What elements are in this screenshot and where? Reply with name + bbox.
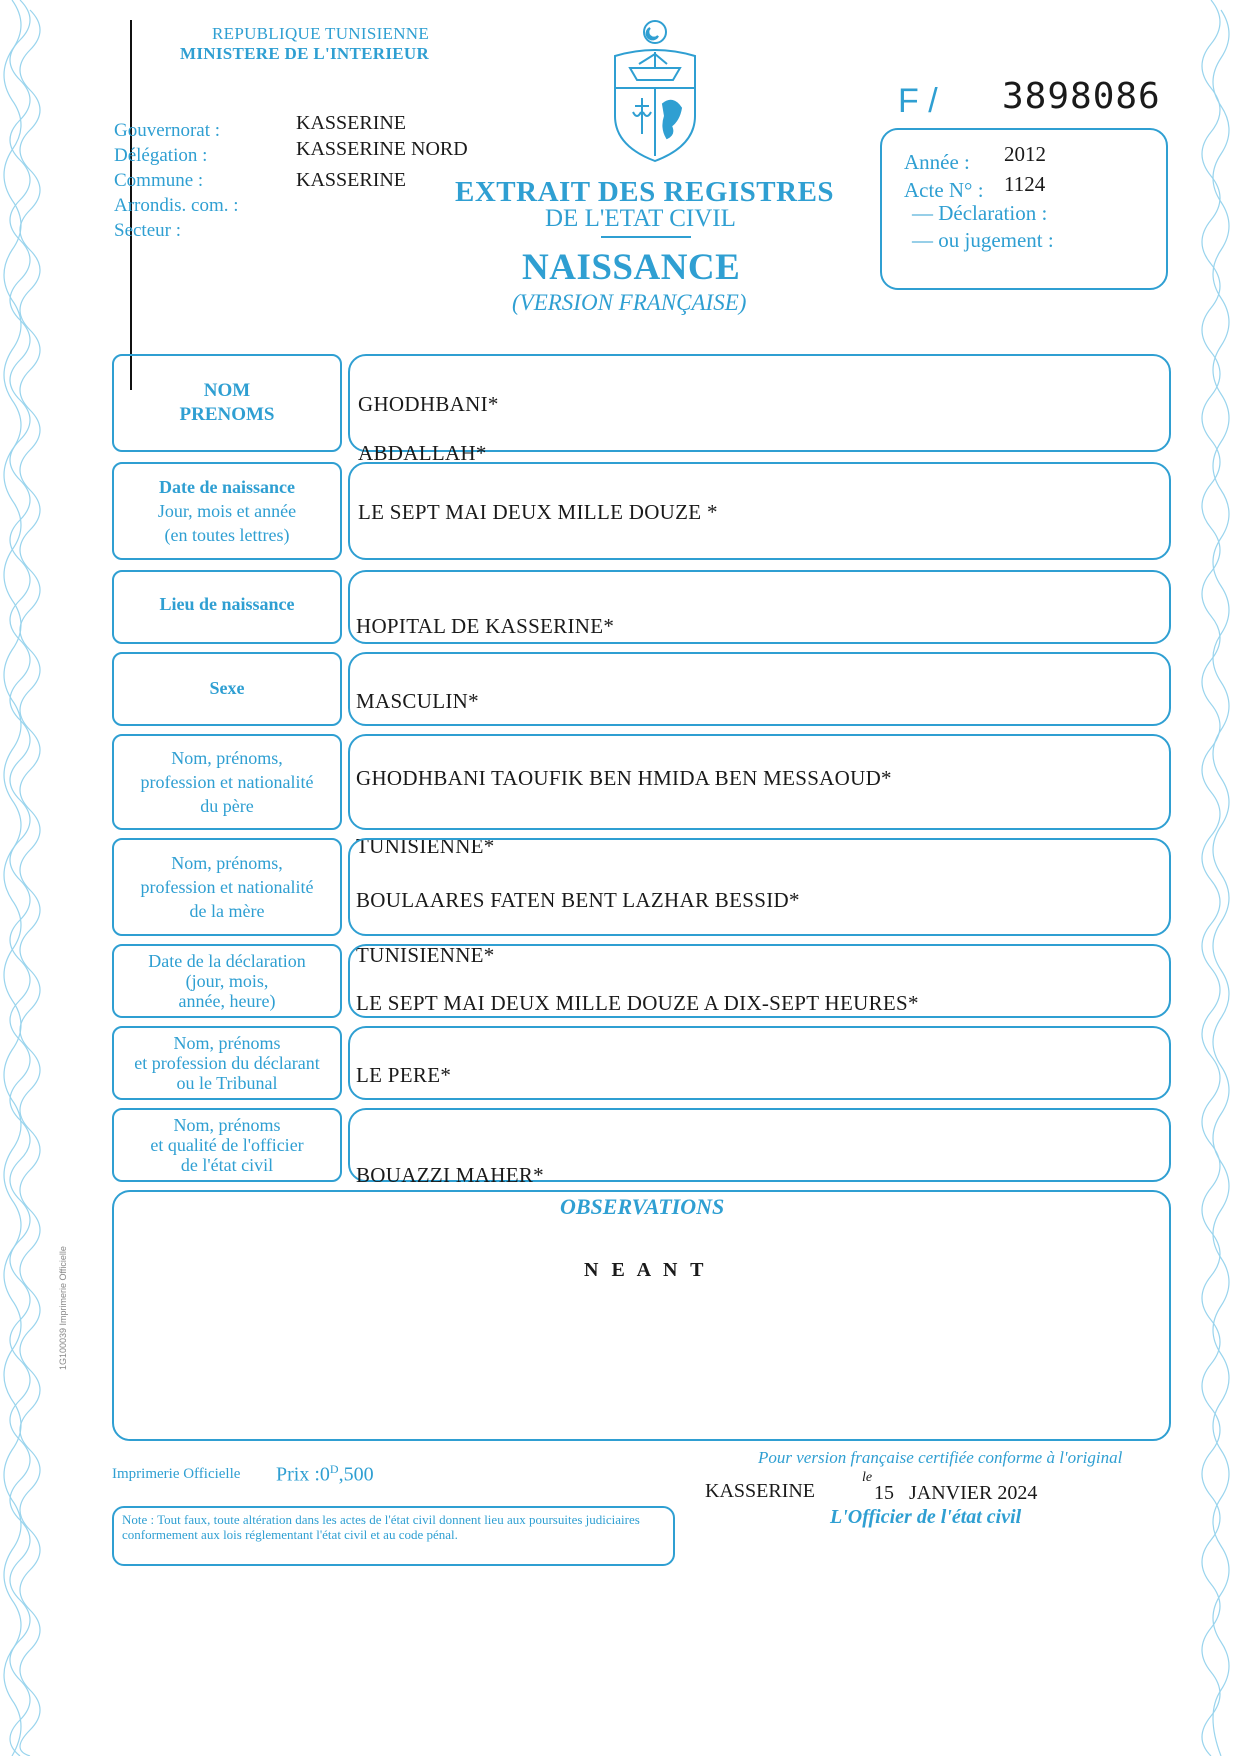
secteur-label: Secteur : [114, 220, 182, 241]
mere-value: BOULAARES FATEN BENT LAZHAR BESSID* [356, 888, 800, 912]
version-subtitle: (VERSION FRANÇAISE) [512, 290, 747, 315]
pere-label-box [112, 734, 342, 830]
date-naissance-value: LE SEPT MAI DEUX MILLE DOUZE * [358, 500, 718, 524]
date-naissance-sublabel1: Jour, mois et année [157, 501, 297, 521]
legal-note: Note : Tout faux, toute altération dans les actes de l'état civil donnent lieu aux poursuites judiciaires conformement aux lois réglementant l'état civil et au code pénal. [122, 1512, 640, 1542]
jugement-label: — ou jugement : [912, 228, 1054, 252]
declaration-label-box [112, 944, 342, 1018]
issue-le: le [862, 1470, 873, 1485]
declarant-value: LE PERE* [356, 1063, 452, 1087]
date-naissance-label: Date de naissance [159, 477, 295, 497]
nom-value: GHODHBANI* [358, 392, 499, 416]
right-guilloche-border [1181, 0, 1241, 1756]
document-type-title: NAISSANCE [522, 247, 741, 288]
observations-value: N E A N T [584, 1259, 708, 1281]
declaration-date-label1: Date de la déclaration [148, 951, 306, 971]
lieu-label-box [112, 570, 342, 644]
pere-label2: profession et nationalité [140, 772, 314, 792]
officier-label-box [112, 1108, 342, 1182]
mere-label3: de la mère [189, 901, 265, 921]
price-value: 0 [319, 1463, 330, 1486]
declarant-label1: Nom, prénoms [173, 1033, 281, 1053]
mere-value-box [348, 838, 1171, 936]
officier-value: BOUAZZI MAHER* [356, 1163, 544, 1187]
delegation-value: KASSERINE NORD [296, 138, 468, 160]
observations-title: OBSERVATIONS [554, 1194, 730, 1220]
title-line1: EXTRAIT DES REGISTRES [455, 176, 835, 208]
prenoms-value: ABDALLAH* [358, 441, 487, 465]
pere-label1: Nom, prénoms, [171, 748, 283, 768]
legal-note-box [112, 1506, 675, 1566]
sexe-label-box [112, 652, 342, 726]
mere-nationality: TUNISIENNE* [356, 943, 495, 967]
declarant-label-box [112, 1026, 342, 1100]
sexe-value: MASCULIN* [356, 689, 479, 713]
acte-number-label: Acte N° : [904, 178, 984, 202]
nom-label-box [112, 354, 342, 452]
issue-date: 15 JANVIER 2024 [874, 1482, 1038, 1504]
lieu-label: Lieu de naissance [159, 594, 295, 614]
mere-label2: profession et nationalité [140, 877, 314, 897]
declaration-label: — Déclaration : [912, 201, 1048, 225]
commune-value: KASSERINE [296, 169, 407, 191]
mere-label1: Nom, prénoms, [171, 853, 283, 873]
pere-label3: du père [200, 796, 254, 816]
price [276, 1462, 374, 1487]
delegation-label: Délégation : [114, 145, 208, 166]
lieu-value: HOPITAL DE KASSERINE* [356, 614, 615, 638]
nom-label: NOM [203, 380, 251, 401]
annee-label: Année : [904, 150, 970, 174]
declaration-date-label2: (jour, mois, [185, 971, 269, 991]
price-label: Prix : [276, 1463, 320, 1486]
annee-value: 2012 [1004, 142, 1046, 166]
declarant-value-box [348, 1026, 1171, 1100]
acte-number-value: 1124 [1004, 172, 1046, 196]
republic-heading: REPUBLIQUE TUNISIENNE [212, 24, 430, 43]
pere-value: GHODHBANI TAOUFIK BEN HMIDA BEN MESSAOUD* [356, 766, 892, 790]
officier-label1: Nom, prénoms [173, 1115, 281, 1135]
title-underline [601, 236, 691, 238]
side-print-code: 1G100039 Imprimerie Officielle [58, 1246, 68, 1370]
issue-place: KASSERINE [705, 1480, 816, 1502]
date-naissance-label-box [112, 462, 342, 560]
coat-of-arms-icon [595, 16, 715, 166]
declaration-date-value: LE SEPT MAI DEUX MILLE DOUZE A DIX-SEPT HEURES* [356, 991, 919, 1015]
observations-box [112, 1190, 1171, 1441]
ministry-heading: MINISTERE DE L'INTERIEUR [180, 44, 430, 63]
left-guilloche-border [0, 0, 70, 1756]
officier-label3: de l'état civil [180, 1155, 274, 1175]
gouvernorat-label: Gouvernorat : [114, 120, 221, 141]
certification-text: Pour version française certifiée conforme à l'original [758, 1448, 1123, 1467]
declarant-label2: et profession du déclarant [134, 1053, 320, 1073]
date-naissance-sublabel2: (en toutes lettres) [164, 525, 290, 545]
price-sup: D [329, 1462, 339, 1476]
declaration-date-label3: année, heure) [178, 991, 276, 1011]
serial-prefix: F / [898, 82, 938, 120]
declarant-label3: ou le Tribunal [176, 1073, 278, 1093]
sexe-label: Sexe [209, 678, 245, 698]
arrondissement-label: Arrondis. com. : [114, 195, 239, 216]
pere-nationality: TUNISIENNE* [356, 834, 495, 858]
printer-name: Imprimerie Officielle [112, 1466, 241, 1482]
officier-label2: et qualité de l'officier [150, 1135, 304, 1155]
serial-number: 3898086 [1002, 76, 1161, 117]
title-line2: DE L'ETAT CIVIL [545, 205, 736, 232]
mere-label-box [112, 838, 342, 936]
commune-label: Commune : [114, 170, 204, 191]
price-value2: ,500 [338, 1463, 374, 1486]
prenoms-label: PRENOMS [179, 404, 275, 425]
officer-signature-title: L'Officier de l'état civil [830, 1506, 1022, 1528]
gouvernorat-value: KASSERINE [296, 112, 407, 134]
